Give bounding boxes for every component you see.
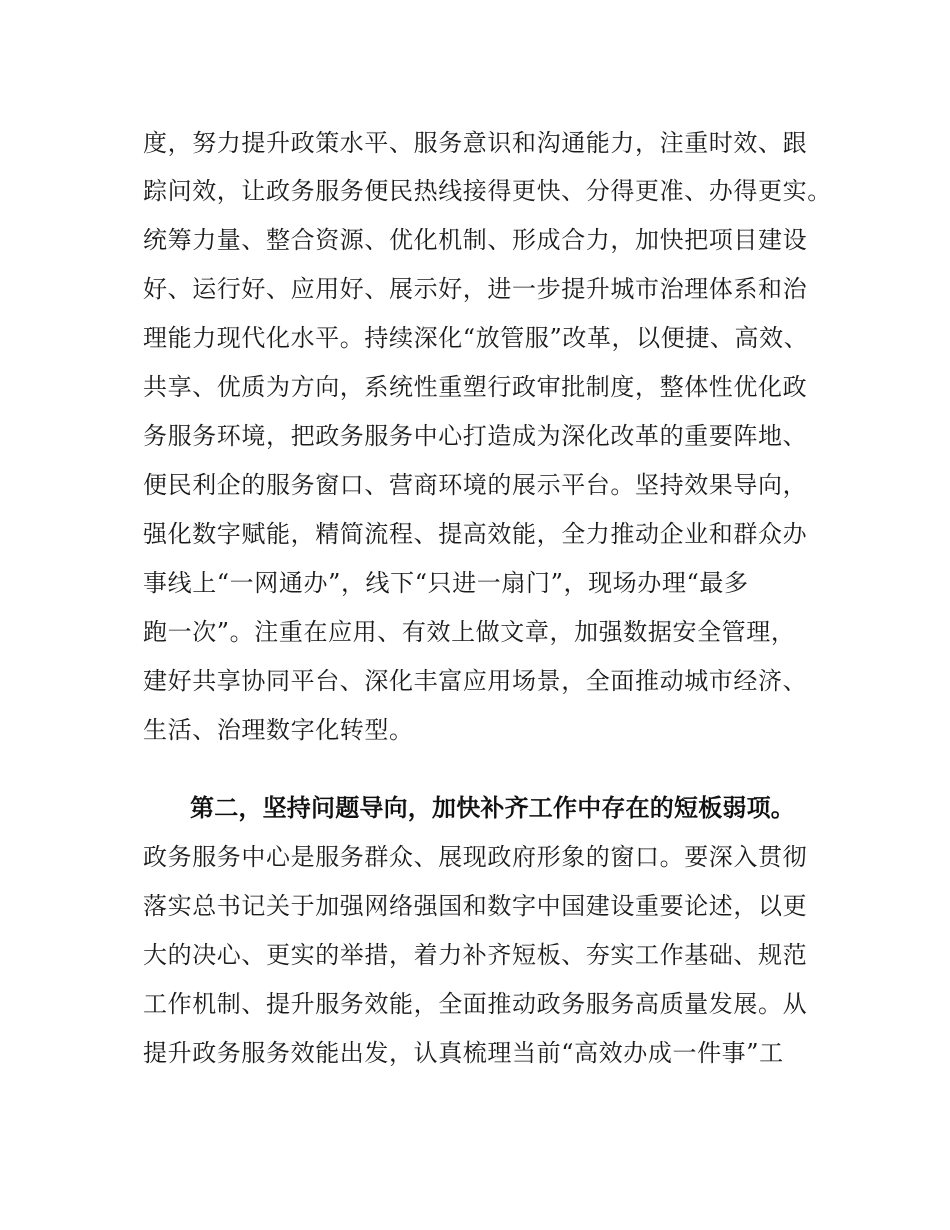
section-heading: 第二，坚持问题导向，加快补齐工作中存在的短板弱项。 (190, 794, 795, 822)
paragraph-1-line-4: 好、运行好、应用好、展示好，进一步提升城市治理体系和治 (143, 275, 808, 303)
paragraph-1-line-2: 踪问效，让政务服务便民热线接得更快、分得更准、办得更实。 (143, 177, 832, 205)
paragraph-2-line-1: 政务服务中心是服务群众、展现政府形象的窗口。要深入贯彻 (143, 843, 808, 871)
paragraph-2-line-2: 落实总书记关于加强网络强国和数字中国建设重要论述，以更 (143, 892, 808, 920)
paragraph-1-line-13: 生活、治理数字化转型。 (143, 716, 414, 744)
paragraph-1-line-1: 度，努力提升政策水平、服务意识和沟通能力，注重时效、跟 (143, 129, 808, 157)
paragraph-1-line-3: 统筹力量、整合资源、优化机制、形成合力，加快把项目建设 (143, 226, 808, 254)
paragraph-1-line-12: 建好共享协同平台、深化丰富应用场景，全面推动城市经济、 (143, 667, 808, 695)
paragraph-1-line-9: 强化数字赋能，精简流程、提高效能，全力推动企业和群众办 (143, 520, 808, 548)
paragraph-1-line-11: 跑一次”。注重在应用、有效上做文章，加强数据安全管理， (143, 618, 796, 646)
paragraph-1-line-6: 共享、优质为方向，系统性重塑行政审批制度，整体性优化政 (143, 373, 808, 401)
paragraph-2-line-3: 大的决心、更实的举措，着力补齐短板、夯实工作基础、规范 (143, 941, 808, 969)
paragraph-1-line-8: 便民利企的服务窗口、营商环境的展示平台。坚持效果导向， (143, 471, 808, 499)
paragraph-1-line-7: 务服务环境，把政务服务中心打造成为深化改革的重要阵地、 (143, 422, 808, 450)
paragraph-1-line-5: 理能力现代化水平。持续深化“放管服”改革，以便捷、高效、 (143, 324, 809, 352)
paragraph-2-line-5: 提升政务服务效能出发，认真梳理当前“高效办成一件事”工 (143, 1039, 784, 1067)
paragraph-2-line-4: 工作机制、提升服务效能，全面推动政务服务高质量发展。从 (143, 990, 808, 1018)
paragraph-1-line-10: 事线上“一网通办”，线下“只进一扇门”，现场办理“最多 (143, 569, 749, 597)
